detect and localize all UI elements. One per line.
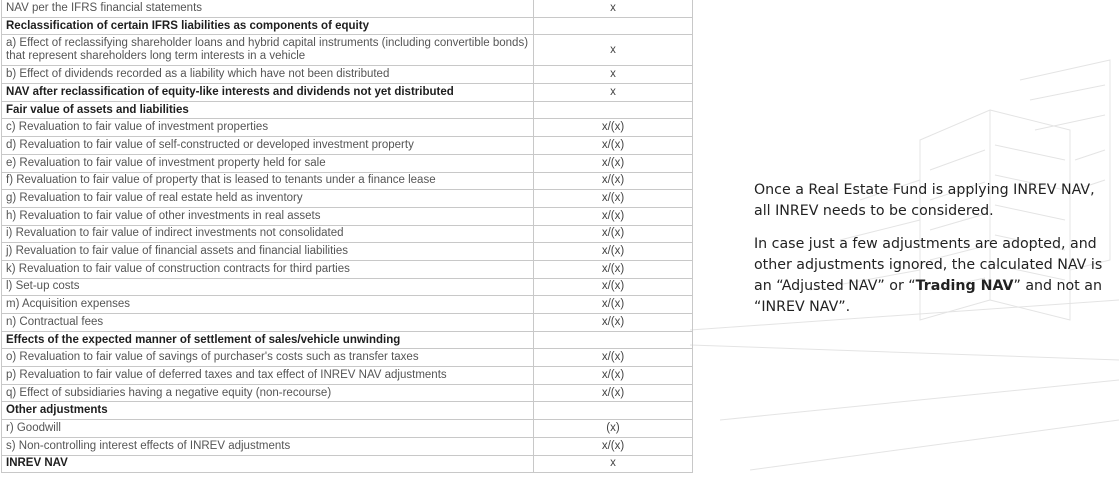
table-row	[2, 35, 693, 66]
row-value	[534, 402, 693, 420]
row-value: x/(x)	[534, 154, 693, 172]
row-label: a) Effect of reclassifying shareholder loans and hybrid capital instruments (including convertible bonds) that represent shareholders long term interests in a vehicle	[2, 35, 534, 66]
row-value	[534, 17, 693, 35]
row-value: x/(x)	[534, 119, 693, 137]
table-row	[2, 367, 693, 385]
row-label: Reclassification of certain IFRS liabilities as components of equity	[2, 17, 534, 35]
table-row	[2, 349, 693, 367]
table-row	[2, 225, 693, 243]
table-row	[2, 420, 693, 438]
table-row	[2, 172, 693, 190]
row-value: x/(x)	[534, 437, 693, 455]
row-label: l) Set-up costs	[2, 278, 534, 296]
row-value	[534, 101, 693, 119]
row-label: NAV per the IFRS financial statements	[2, 0, 534, 17]
row-label: INREV NAV	[2, 455, 534, 473]
table-row	[2, 437, 693, 455]
row-label: q) Effect of subsidiaries having a negative equity (non-recourse)	[2, 384, 534, 402]
table-row	[2, 190, 693, 208]
row-value: x	[534, 455, 693, 473]
row-label: b) Effect of dividends recorded as a liability which have not been distributed	[2, 66, 534, 84]
explanation-note	[754, 180, 1114, 330]
row-value: x/(x)	[534, 172, 693, 190]
trading-nav-emphasis: Trading NAV	[915, 278, 1014, 294]
row-label: n) Contractual fees	[2, 314, 534, 332]
row-label: d) Revaluation to fair value of self-constructed or developed investment property	[2, 137, 534, 155]
row-label: h) Revaluation to fair value of other investments in real assets	[2, 207, 534, 225]
inrev-nav-reconciliation-table	[1, 0, 693, 473]
table-row	[2, 260, 693, 278]
row-label: Fair value of assets and liabilities	[2, 101, 534, 119]
row-value: x/(x)	[534, 349, 693, 367]
table-row	[2, 154, 693, 172]
row-label: k) Revaluation to fair value of construction contracts for third parties	[2, 260, 534, 278]
table-section-row	[2, 402, 693, 420]
table-section-row	[2, 331, 693, 349]
table-row	[2, 119, 693, 137]
row-value: x/(x)	[534, 384, 693, 402]
row-value: x	[534, 0, 693, 17]
row-value: x	[534, 35, 693, 66]
row-value	[534, 331, 693, 349]
note-paragraph-2-text: In case just a few adjustments are adopted, and other adjustments ignored, the calculated NAV is an “Adjusted NAV” or “	[754, 236, 1103, 294]
row-label: o) Revaluation to fair value of savings of purchaser's costs such as transfer taxes	[2, 349, 534, 367]
table-row	[2, 0, 693, 17]
row-label: Effects of the expected manner of settlement of sales/vehicle unwinding	[2, 331, 534, 349]
row-label: i) Revaluation to fair value of indirect investments not consolidated	[2, 225, 534, 243]
table-row	[2, 296, 693, 314]
note-paragraph-1: Once a Real Estate Fund is applying INREV NAV, all INREV needs to be considered.	[754, 182, 1095, 219]
row-value: x/(x)	[534, 137, 693, 155]
row-value: x/(x)	[534, 207, 693, 225]
row-value: x/(x)	[534, 367, 693, 385]
table-section-row	[2, 101, 693, 119]
table-row	[2, 207, 693, 225]
note-paragraph-2	[754, 234, 1114, 318]
table-section-row	[2, 84, 693, 102]
row-value: x	[534, 84, 693, 102]
row-label: NAV after reclassification of equity-like interests and dividends not yet distributed	[2, 84, 534, 102]
row-value: (x)	[534, 420, 693, 438]
table-row	[2, 278, 693, 296]
row-label: Other adjustments	[2, 402, 534, 420]
row-label: g) Revaluation to fair value of real estate held as inventory	[2, 190, 534, 208]
table-row	[2, 384, 693, 402]
row-value: x	[534, 66, 693, 84]
row-label: r) Goodwill	[2, 420, 534, 438]
row-label: m) Acquisition expenses	[2, 296, 534, 314]
row-label: e) Revaluation to fair value of investment property held for sale	[2, 154, 534, 172]
row-value: x/(x)	[534, 296, 693, 314]
row-value: x/(x)	[534, 278, 693, 296]
row-value: x/(x)	[534, 260, 693, 278]
table-row	[2, 137, 693, 155]
row-label: p) Revaluation to fair value of deferred taxes and tax effect of INREV NAV adjustments	[2, 367, 534, 385]
table-section-row	[2, 455, 693, 473]
table-row	[2, 314, 693, 332]
table-section-row	[2, 17, 693, 35]
row-value: x/(x)	[534, 190, 693, 208]
row-label: s) Non-controlling interest effects of INREV adjustments	[2, 437, 534, 455]
row-label: c) Revaluation to fair value of investment properties	[2, 119, 534, 137]
row-label: f) Revaluation to fair value of property that is leased to tenants under a finance lease	[2, 172, 534, 190]
row-value: x/(x)	[534, 243, 693, 261]
row-value: x/(x)	[534, 225, 693, 243]
table-row	[2, 66, 693, 84]
note-paragraph-2-end: ” and not an “INREV NAV”.	[754, 278, 1102, 315]
table-row	[2, 243, 693, 261]
row-value: x/(x)	[534, 314, 693, 332]
row-label: j) Revaluation to fair value of financial assets and financial liabilities	[2, 243, 534, 261]
